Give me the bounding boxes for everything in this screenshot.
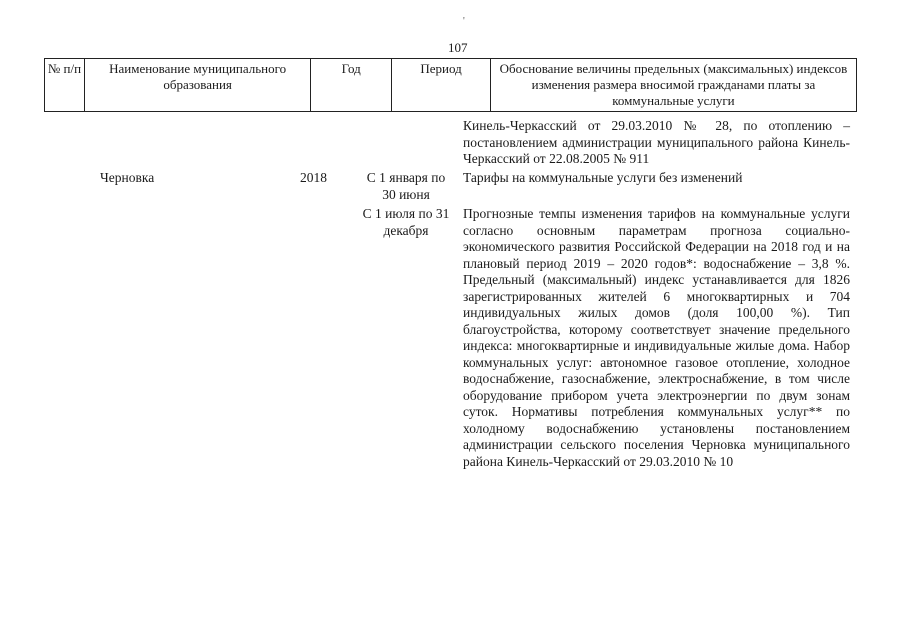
table-header — [44, 58, 857, 112]
justification-second-half: Прогнозные темпы изменения тарифов на коммунальные услуги согласно основным параметрам прогноза социально-экономического развития Российской Федерации на 2018 год и на плановый период 2019 – 2020 годов*: водоснабжение – 3,8 %. Предельный (максимальный) индекс устанавливается для 1826 зарегистрированных жителей 6 многоквартирных и 704 индивидуальных жилых домов (доля 100,00 %). Тип благоустройства, которому соответствует значение предельного индекса: многоквартирные и индивидуальные жилые дома. Набор коммунальных услуг: автономное газовое отопление, холодное водоснабжение, газоснабжение, электроснабжение, в том числе оборудование прибором учета электроэнергии по двум зонам суток. Нормативы потребления коммунальных услуг** по холодному водоснабжению установлены постановлением администрации сельского поселения Черновка муниципального района Кинель-Черкасский от 29.03.2010 № 10 — [463, 206, 850, 469]
header-year-column: Год — [311, 59, 392, 111]
municipality-name: Черновка — [100, 170, 155, 185]
header-justification-column: Обоснование величины предельных (максимальных) индексов изменения размера вносимой гражданами платы за коммунальные услуги — [499, 61, 848, 108]
header-number-column: № п/п — [45, 59, 85, 111]
header-period-column: Период — [392, 59, 491, 111]
header-name-column: Наименование муниципального образования — [85, 59, 311, 111]
period-first-half: С 1 января по 30 июня — [366, 170, 446, 202]
row-year: 2018 — [300, 170, 327, 185]
justification-first-half: Тарифы на коммунальные услуги без изменений — [463, 170, 743, 185]
period-second-half: С 1 июля по 31 декабря — [362, 206, 450, 238]
stray-mark: ' — [463, 16, 465, 27]
page-number: 107 — [448, 40, 468, 55]
continuation-text: Кинель-Черкасский от 29.03.2010 № 28, по отоплению – постановлением администрации муниципального района Кинель-Черкасский от 22.08.2005 № 911 — [463, 118, 850, 166]
